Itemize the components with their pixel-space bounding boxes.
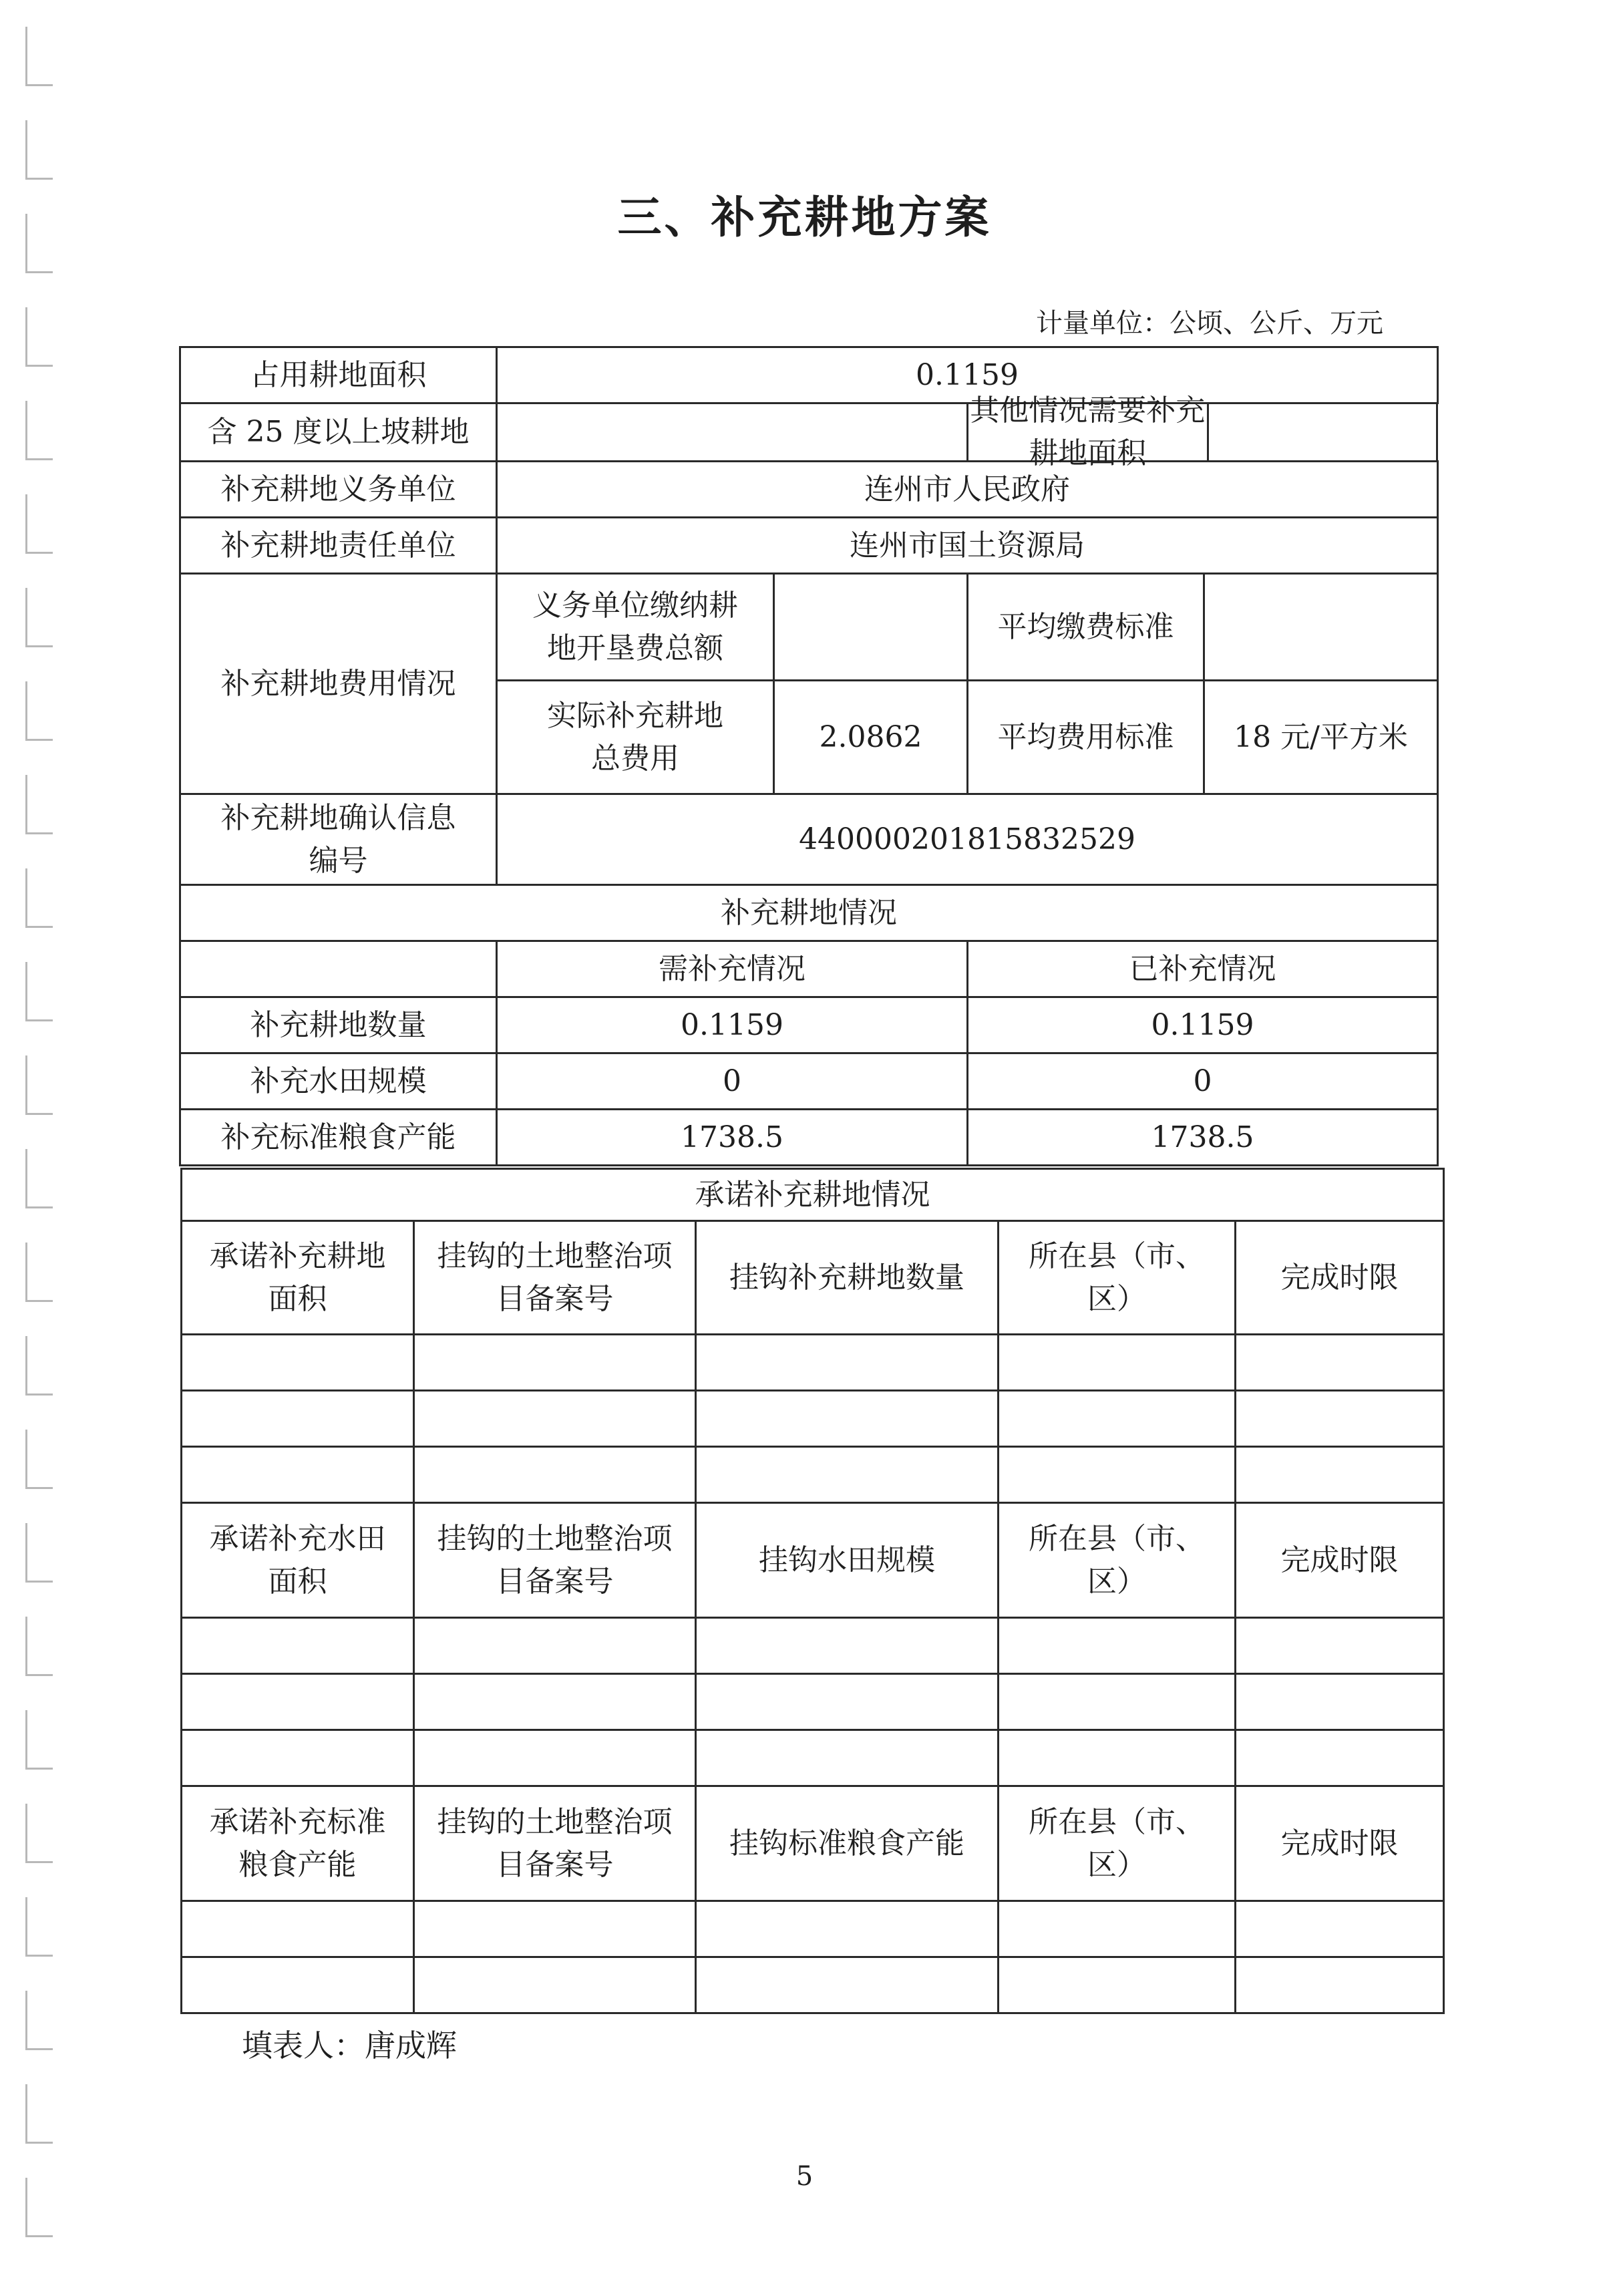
commit-head-deadline: 完成时限 bbox=[1236, 1786, 1444, 1901]
actual-cost-label: 实际补充耕地总费用 bbox=[497, 681, 774, 794]
table-row bbox=[182, 1391, 1444, 1447]
status-row-label: 补充标准粮食产能 bbox=[180, 1110, 497, 1166]
status-col-done: 已补充情况 bbox=[968, 941, 1438, 997]
commit-head-project: 挂钩的土地整治项目备案号 bbox=[414, 1786, 696, 1901]
confirm-number-label: 补充耕地确认信息编号 bbox=[180, 794, 497, 885]
actual-cost-value: 2.0862 bbox=[774, 681, 968, 794]
table-row bbox=[182, 1335, 1444, 1391]
commit-head-county: 所在县（市、区） bbox=[999, 1503, 1236, 1618]
table-row bbox=[182, 1674, 1444, 1730]
commit-head-quantity: 挂钩水田规模 bbox=[696, 1503, 999, 1618]
responsible-unit-label: 补充耕地责任单位 bbox=[180, 518, 497, 574]
commit-head-deadline: 完成时限 bbox=[1236, 1221, 1444, 1335]
form-filler: 填表人：唐成辉 bbox=[242, 2027, 457, 2064]
cost-label: 补充耕地费用情况 bbox=[180, 574, 497, 794]
occupied-area-label: 占用耕地面积 bbox=[180, 347, 497, 403]
other-area-value bbox=[1209, 404, 1438, 460]
status-section-title: 补充耕地情况 bbox=[180, 885, 1438, 941]
commit-head-area: 承诺补充耕地面积 bbox=[182, 1221, 414, 1335]
commit-head-quantity: 挂钩补充耕地数量 bbox=[696, 1221, 999, 1335]
table-row bbox=[180, 1053, 1438, 1110]
status-row-done: 0 bbox=[968, 1053, 1438, 1110]
unit-note: 计量单位：公顷、公斤、万元 bbox=[1036, 308, 1383, 339]
obligation-unit-label: 补充耕地义务单位 bbox=[180, 462, 497, 518]
avg-fee-label: 平均缴费标准 bbox=[968, 574, 1204, 681]
avg-fee-value bbox=[1204, 574, 1438, 681]
fee-paid-label: 义务单位缴纳耕地开垦费总额 bbox=[497, 574, 774, 681]
commit-head-county: 所在县（市、区） bbox=[999, 1786, 1236, 1901]
commitment-section-title: 承诺补充耕地情况 bbox=[182, 1169, 1444, 1221]
table-row bbox=[182, 1447, 1444, 1503]
commit-head-project: 挂钩的土地整治项目备案号 bbox=[414, 1503, 696, 1618]
table-row bbox=[182, 1901, 1444, 1957]
obligation-unit-value: 连州市人民政府 bbox=[497, 462, 1438, 518]
commit-head-deadline: 完成时限 bbox=[1236, 1503, 1444, 1618]
status-row-needed: 0.1159 bbox=[497, 997, 968, 1053]
other-area-label: 其他情况需要补充耕地面积 bbox=[968, 404, 1209, 460]
confirm-number-value: 440000201815832529 bbox=[497, 794, 1438, 885]
status-row-done: 0.1159 bbox=[968, 997, 1438, 1053]
avg-cost-value: 18 元/平方米 bbox=[1204, 681, 1438, 794]
page-number: 5 bbox=[795, 2161, 814, 2192]
slope-land-label: 含 25 度以上坡耕地 bbox=[180, 403, 497, 462]
status-row-needed: 0 bbox=[497, 1053, 968, 1110]
page-title: 三、补充耕地方案 bbox=[617, 191, 992, 243]
table-row bbox=[182, 1618, 1444, 1674]
table-row bbox=[180, 997, 1438, 1053]
commit-head-area: 承诺补充水田面积 bbox=[182, 1503, 414, 1618]
status-row-label: 补充水田规模 bbox=[180, 1053, 497, 1110]
status-col-needed: 需补充情况 bbox=[497, 941, 968, 997]
table-row bbox=[182, 1730, 1444, 1786]
slope-land-value bbox=[497, 403, 968, 462]
responsible-unit-value: 连州市国土资源局 bbox=[497, 518, 1438, 574]
status-row-label: 补充耕地数量 bbox=[180, 997, 497, 1053]
binding-margin-marks bbox=[25, 27, 52, 2271]
table-row bbox=[180, 1110, 1438, 1166]
commit-head-area: 承诺补充标准粮食产能 bbox=[182, 1786, 414, 1901]
fee-paid-value bbox=[774, 574, 968, 681]
commit-head-project: 挂钩的土地整治项目备案号 bbox=[414, 1221, 696, 1335]
commit-head-county: 所在县（市、区） bbox=[999, 1221, 1236, 1335]
commit-head-quantity: 挂钩标准粮食产能 bbox=[696, 1786, 999, 1901]
status-row-done: 1738.5 bbox=[968, 1110, 1438, 1166]
status-row-needed: 1738.5 bbox=[497, 1110, 968, 1166]
land-supplement-table bbox=[179, 346, 1439, 1166]
status-corner-cell bbox=[180, 941, 497, 997]
avg-cost-label: 平均费用标准 bbox=[968, 681, 1204, 794]
commitment-table bbox=[180, 1168, 1445, 2014]
table-row bbox=[182, 1957, 1444, 2013]
occupied-area-value: 0.1159 bbox=[497, 347, 1438, 403]
